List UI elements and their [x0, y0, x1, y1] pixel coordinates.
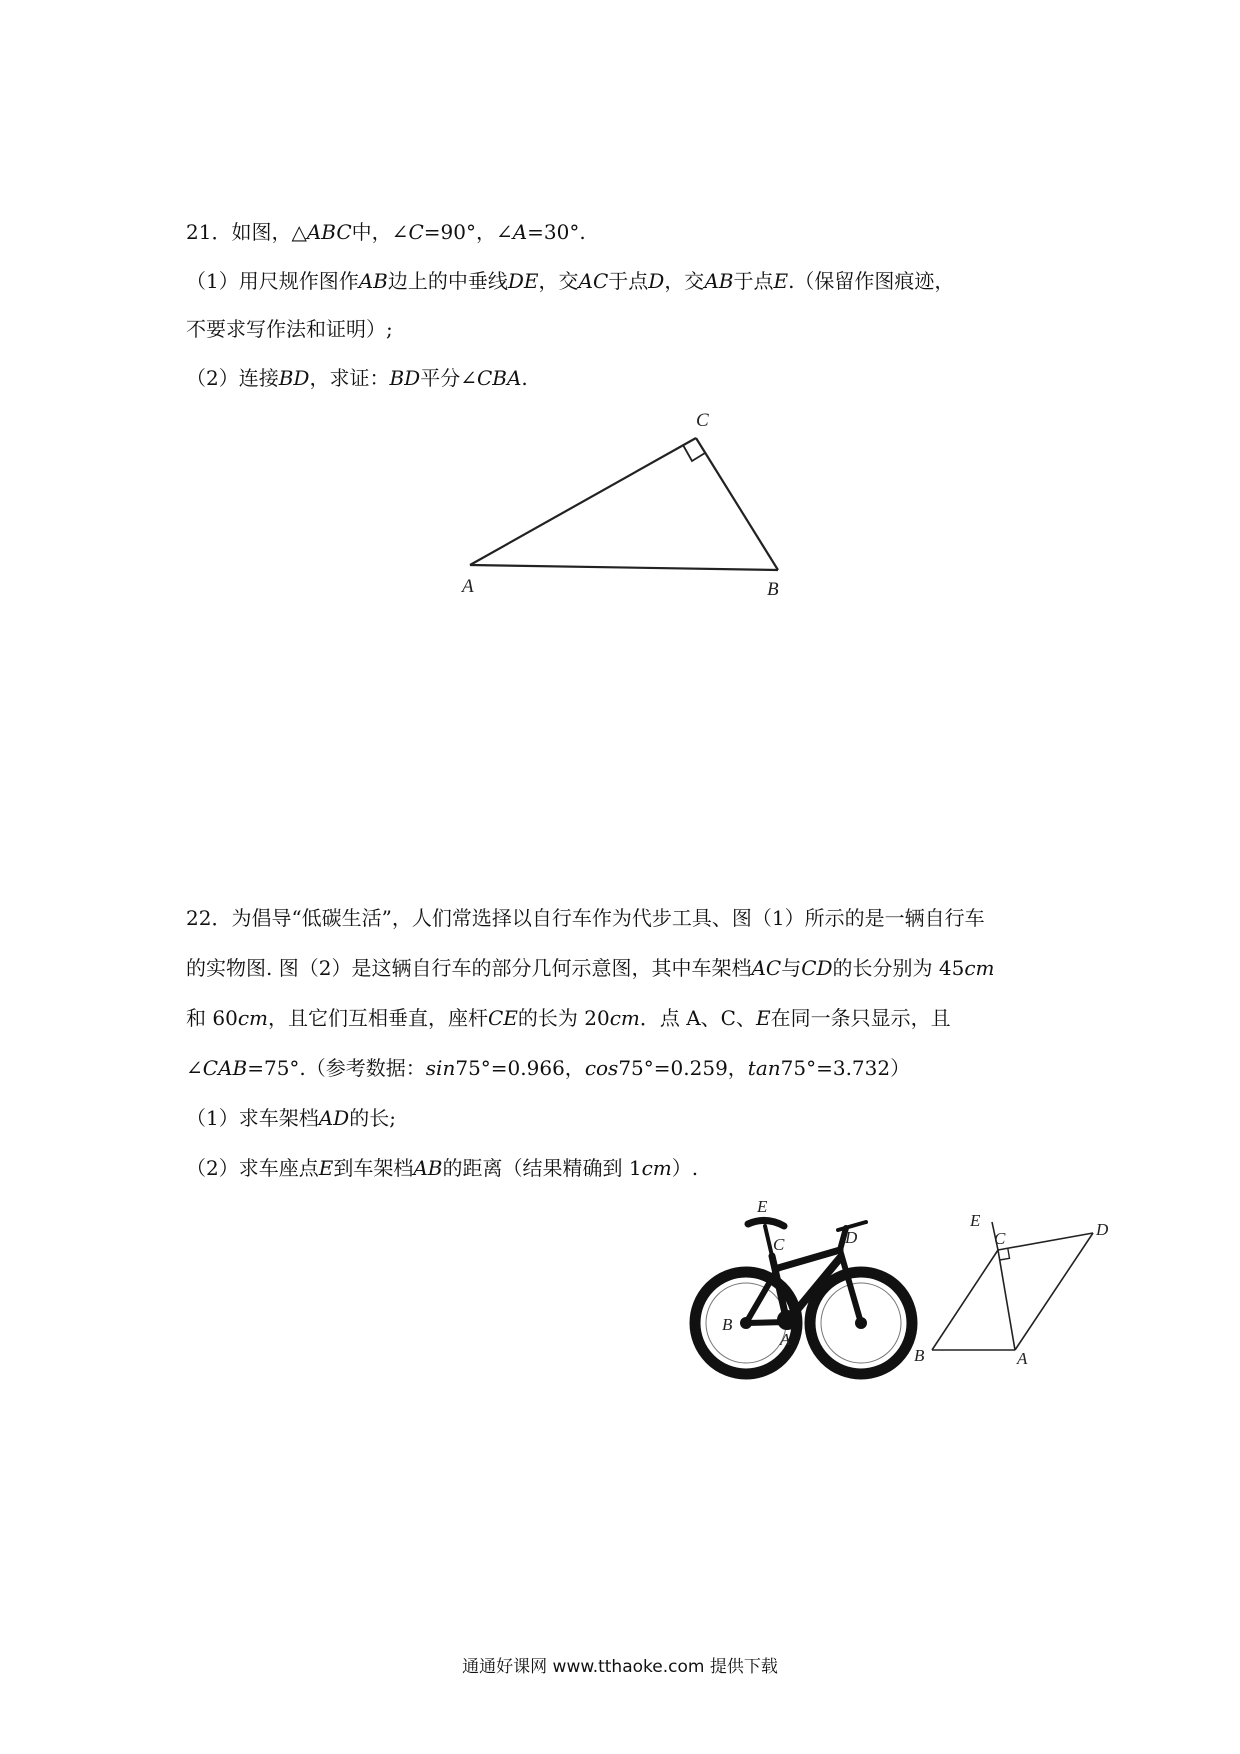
- label-a: A: [462, 576, 474, 597]
- q21-part1-line2: 不要求写作法和证明）;: [186, 317, 393, 341]
- label-c: C: [696, 410, 709, 431]
- q22-stem-line2: 的实物图. 图（2）是这辆自行车的部分几何示意图，其中车架档AC与CD的长分别为 45cm: [186, 956, 995, 980]
- bike-label-b: B: [722, 1315, 733, 1334]
- diagram-label-b: B: [914, 1346, 925, 1365]
- diagram-label-d: D: [1096, 1220, 1109, 1239]
- diagram-label-a: A: [1017, 1349, 1028, 1368]
- q21-part1-line1: （1）用尺规作图作AB边上的中垂线DE，交AC于点D，交AB于点E.（保留作图痕迹，: [186, 269, 955, 293]
- segment-ac: [998, 1250, 1015, 1350]
- q22-stem-line1: 22．为倡导“低碳生活”，人们常选择以自行车作为代步工具、图（1）所示的是一辆自行车: [186, 906, 985, 930]
- segment-ad: [1015, 1233, 1093, 1350]
- bike-label-c: C: [773, 1235, 785, 1254]
- page-footer: 通通好课网 www.tthaoke.com 提供下载: [462, 1657, 778, 1677]
- q21-stem: 21．如图，△ABC中，∠C=90°，∠A=30°.: [186, 220, 586, 244]
- q22-stem-line3: 和 60cm，且它们互相垂直，座杆CE的长为 20cm．点 A、C、E在同一条只显示，且: [186, 1006, 951, 1030]
- label-b: B: [767, 579, 779, 600]
- q22-part2: （2）求车座点E到车架档AB的距离（结果精确到 1cm）.: [186, 1156, 699, 1180]
- segment-cd: [998, 1233, 1093, 1250]
- q21-part2: （2）连接BD，求证：BD平分∠CBA.: [186, 366, 528, 390]
- segment-bc: [932, 1250, 998, 1350]
- diagram-label-c: C: [994, 1229, 1006, 1248]
- bike-label-e: E: [757, 1197, 768, 1216]
- q22-stem-line4: ∠CAB=75°.（参考数据：sin75°=0.966，cos75°=0.259，tan75°=3.732）: [186, 1056, 911, 1080]
- bike-label-a: A: [780, 1330, 791, 1349]
- diagram-label-e: E: [970, 1211, 981, 1230]
- bike-label-d: D: [845, 1228, 858, 1247]
- q22-part1: （1）求车架档AD的长;: [186, 1106, 396, 1130]
